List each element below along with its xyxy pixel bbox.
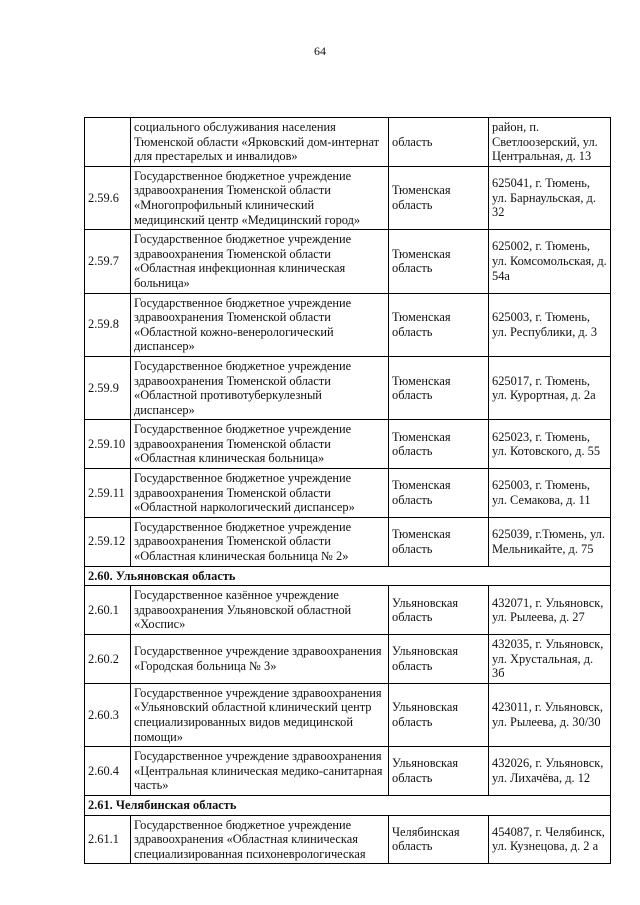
organization-name: Государственное учреждение здравоохранения «Ульяновский областной клинический центр специализированных видов медицинской помощи» bbox=[131, 683, 389, 746]
page-number: 64 bbox=[314, 44, 326, 58]
table-row bbox=[85, 469, 611, 518]
address: 454087, г. Челябинск, ул. Кузнецова, д. 2 а bbox=[489, 815, 611, 864]
region-name: Ульяновская область bbox=[389, 747, 489, 796]
region-header: 2.60. Ульяновская область bbox=[85, 566, 611, 586]
table-row bbox=[85, 420, 611, 469]
organization-name: Государственное бюджетное учреждение здравоохранения «Областная клиническая специализированная психоневрологическая bbox=[131, 815, 389, 864]
region-header-row bbox=[85, 795, 611, 815]
region-name: Ульяновская область bbox=[389, 683, 489, 746]
table-row bbox=[85, 293, 611, 356]
region-name: Тюменская область bbox=[389, 230, 489, 293]
region-name: Ульяновская область bbox=[389, 586, 489, 635]
table-body bbox=[85, 118, 611, 864]
organization-name: Государственное бюджетное учреждение здравоохранения Тюменской области «Областной противотуберкулезный диспансер» bbox=[131, 356, 389, 419]
row-number: 2.60.4 bbox=[85, 747, 131, 796]
organization-name: Государственное бюджетное учреждение здравоохранения Тюменской области «Многопрофильный клинический медицинский центр «Медицинский город» bbox=[131, 166, 389, 229]
address: 432071, г. Ульяновск, ул. Рылеева, д. 27 bbox=[489, 586, 611, 635]
organization-name: Государственное бюджетное учреждение здравоохранения Тюменской области «Областная клиническая больница № 2» bbox=[131, 517, 389, 566]
organization-name: Государственное учреждение здравоохранения «Городская больница № 3» bbox=[131, 635, 389, 684]
address: 625039, г.Тюмень, ул. Мельникайте, д. 75 bbox=[489, 517, 611, 566]
region-header: 2.61. Челябинская область bbox=[85, 795, 611, 815]
address: район, п. Светлоозерский, ул. Центральная, д. 13 bbox=[489, 118, 611, 167]
row-number: 2.59.7 bbox=[85, 230, 131, 293]
region-header-row bbox=[85, 566, 611, 586]
organization-name: Государственное бюджетное учреждение здравоохранения Тюменской области «Областная клиническая больница» bbox=[131, 420, 389, 469]
row-number: 2.60.1 bbox=[85, 586, 131, 635]
region-name: Тюменская область bbox=[389, 517, 489, 566]
region-name: Челябинская область bbox=[389, 815, 489, 864]
row-number: 2.61.1 bbox=[85, 815, 131, 864]
table-row bbox=[85, 586, 611, 635]
table-row bbox=[85, 635, 611, 684]
row-number: 2.59.9 bbox=[85, 356, 131, 419]
organization-name: социального обслуживания населения Тюменской области «Ярковский дом-интернат для престарелых и инвалидов» bbox=[131, 118, 389, 167]
row-number: 2.59.8 bbox=[85, 293, 131, 356]
address: 625017, г. Тюмень, ул. Курортная, д. 2а bbox=[489, 356, 611, 419]
row-number: 2.59.6 bbox=[85, 166, 131, 229]
organization-name: Государственное бюджетное учреждение здравоохранения Тюменской области «Областной наркологический диспансер» bbox=[131, 469, 389, 518]
table-row bbox=[85, 166, 611, 229]
table-row bbox=[85, 230, 611, 293]
address: 423011, г. Ульяновск, ул. Рылеева, д. 30/30 bbox=[489, 683, 611, 746]
row-number: 2.60.2 bbox=[85, 635, 131, 684]
row-number: 2.59.12 bbox=[85, 517, 131, 566]
table-row bbox=[85, 747, 611, 796]
table-row bbox=[85, 517, 611, 566]
table-row bbox=[85, 118, 611, 167]
address: 625003, г. Тюмень, ул. Республики, д. 3 bbox=[489, 293, 611, 356]
row-number: 2.60.3 bbox=[85, 683, 131, 746]
address: 625002, г. Тюмень, ул. Комсомольская, д. 54а bbox=[489, 230, 611, 293]
region-name: Тюменская область bbox=[389, 356, 489, 419]
region-name: область bbox=[389, 118, 489, 167]
organization-name: Государственное бюджетное учреждение здравоохранения Тюменской области «Областная инфекционная клиническая больница» bbox=[131, 230, 389, 293]
row-number: 2.59.11 bbox=[85, 469, 131, 518]
table-row bbox=[85, 356, 611, 419]
region-name: Тюменская область bbox=[389, 420, 489, 469]
table-row bbox=[85, 815, 611, 864]
organization-name: Государственное казённое учреждение здравоохранения Ульяновской областной «Хоспис» bbox=[131, 586, 389, 635]
address: 625003, г. Тюмень, ул. Семакова, д. 11 bbox=[489, 469, 611, 518]
table-row bbox=[85, 683, 611, 746]
institutions-table bbox=[84, 117, 611, 864]
organization-name: Государственное учреждение здравоохранения «Центральная клиническая медико-санитарная часть» bbox=[131, 747, 389, 796]
region-name: Тюменская область bbox=[389, 469, 489, 518]
address: 432026, г. Ульяновск, ул. Лихачёва, д. 12 bbox=[489, 747, 611, 796]
region-name: Тюменская область bbox=[389, 293, 489, 356]
organization-name: Государственное бюджетное учреждение здравоохранения Тюменской области «Областной кожно-венерологический диспансер» bbox=[131, 293, 389, 356]
region-name: Тюменская область bbox=[389, 166, 489, 229]
address: 625023, г. Тюмень, ул. Котовского, д. 55 bbox=[489, 420, 611, 469]
address: 625041, г. Тюмень, ул. Барнаульская, д. 32 bbox=[489, 166, 611, 229]
row-number: 2.59.10 bbox=[85, 420, 131, 469]
address: 432035, г. Ульяновск, ул. Хрустальная, д. 3б bbox=[489, 635, 611, 684]
row-number bbox=[85, 118, 131, 167]
region-name: Ульяновская область bbox=[389, 635, 489, 684]
